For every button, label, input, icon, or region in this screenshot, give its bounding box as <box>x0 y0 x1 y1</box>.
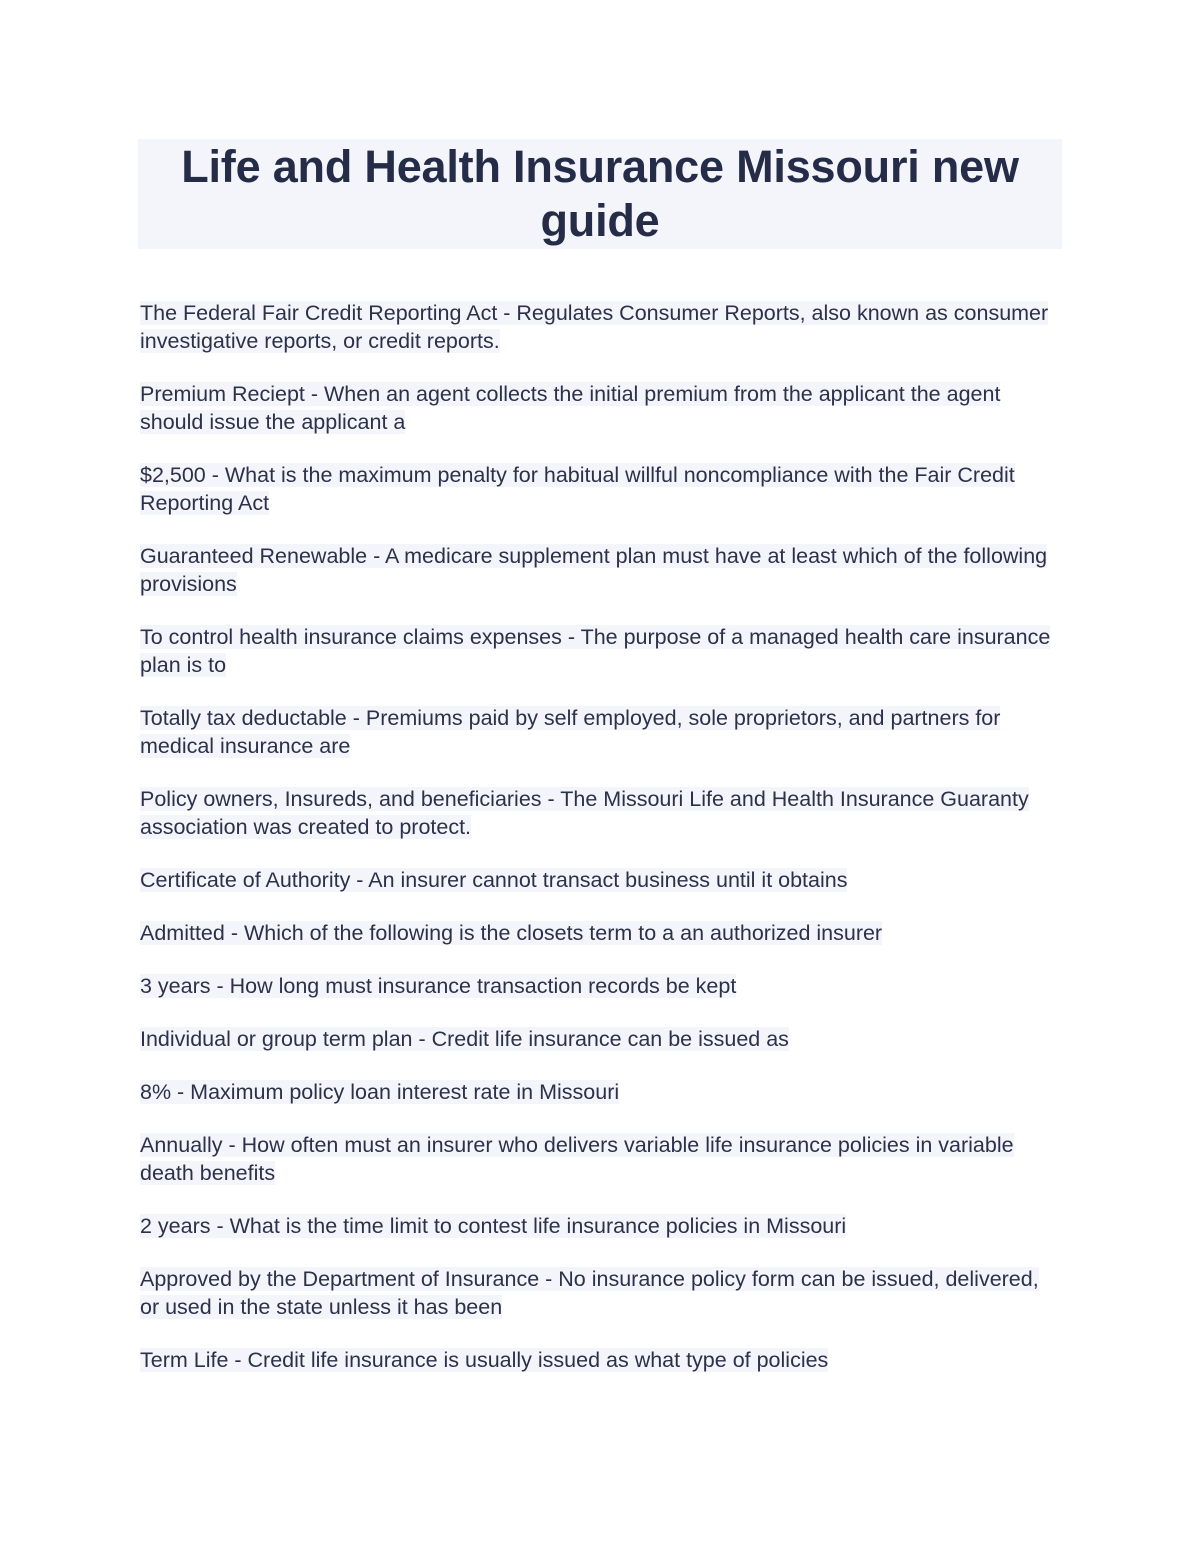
entry-text: 3 years - How long must insurance transaction records be kept <box>140 974 737 998</box>
list-item <box>140 1212 1060 1240</box>
list-item <box>140 866 1060 894</box>
entry-text: Policy owners, Insureds, and beneficiaries - The Missouri Life and Health Insurance Guaranty association was created to protect. <box>140 787 1029 839</box>
list-item <box>140 380 1060 436</box>
list-item <box>140 542 1060 598</box>
entry-text: Individual or group term plan - Credit life insurance can be issued as <box>140 1027 789 1051</box>
list-item <box>140 785 1060 841</box>
entry-text: Certificate of Authority - An insurer cannot transact business until it obtains <box>140 868 848 892</box>
entry-text: Premium Reciept - When an agent collects the initial premium from the applicant the agent should issue the applicant a <box>140 382 1001 434</box>
entry-text: Totally tax deductable - Premiums paid by self employed, sole proprietors, and partners for medical insurance are <box>140 706 1001 758</box>
entry-text: Approved by the Department of Insurance - No insurance policy form can be issued, delivered, or used in the state unless it has been <box>140 1267 1039 1319</box>
entry-text: $2,500 - What is the maximum penalty for habitual willful noncompliance with the Fair Credit Reporting Act <box>140 463 1015 515</box>
list-item <box>140 972 1060 1000</box>
entry-text: To control health insurance claims expenses - The purpose of a managed health care insurance plan is to <box>140 625 1051 677</box>
list-item <box>140 1025 1060 1053</box>
page-title: Life and Health Insurance Missouri new guide <box>181 141 1019 246</box>
entry-text: Annually - How often must an insurer who delivers variable life insurance policies in variable death benefits <box>140 1133 1014 1185</box>
list-item <box>140 623 1060 679</box>
entry-text: Term Life - Credit life insurance is usually issued as what type of policies <box>140 1348 829 1372</box>
list-item <box>140 919 1060 947</box>
entry-list <box>140 299 1060 1399</box>
entry-text: Guaranteed Renewable - A medicare supplement plan must have at least which of the following provisions <box>140 544 1048 596</box>
entry-text: The Federal Fair Credit Reporting Act - Regulates Consumer Reports, also known as consumer investigative reports, or credit reports. <box>140 301 1049 353</box>
entry-text: Admitted - Which of the following is the closets term to a an authorized insurer <box>140 921 883 945</box>
title-block <box>138 139 1062 249</box>
list-item <box>140 1131 1060 1187</box>
list-item <box>140 1265 1060 1321</box>
list-item <box>140 1346 1060 1374</box>
entry-text: 2 years - What is the time limit to contest life insurance policies in Missouri <box>140 1214 847 1238</box>
list-item <box>140 1078 1060 1106</box>
list-item <box>140 461 1060 517</box>
list-item <box>140 299 1060 355</box>
entry-text: 8% - Maximum policy loan interest rate in Missouri <box>140 1080 620 1104</box>
list-item <box>140 704 1060 760</box>
